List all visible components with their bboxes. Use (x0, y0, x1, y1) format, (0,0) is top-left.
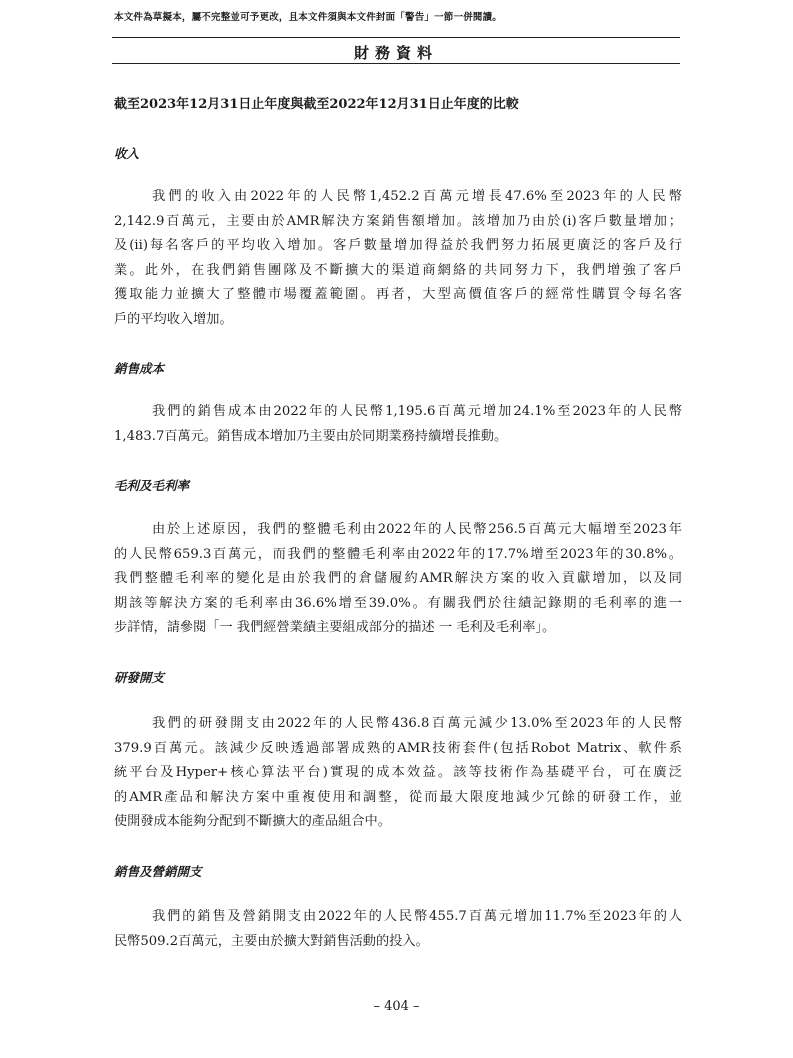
page-number: – 404 – (373, 999, 420, 1014)
gross-profit-paragraph (114, 518, 682, 641)
paragraph-line: 獲取能力並擴大了整體市場覆蓋範圍。再者，大型高價值客戶的經常性購買令每名客 (114, 287, 682, 302)
header-bottom-rule (112, 63, 680, 64)
paragraph-line: 我們的銷售成本由2022年的人民幣1,195.6百萬元增加24.1%至2023年的人民幣 (152, 404, 682, 419)
rd-expenses-paragraph (114, 712, 682, 835)
paragraph-line: 的人民幣659.3百萬元，而我們的整體毛利率由2022年的17.7%增至2023年的30.8%。 (114, 546, 682, 562)
selling-marketing-heading: 銷售及營銷開支 (114, 864, 202, 879)
paragraph-line: 步詳情，請參閱「一 我們經營業績主要組成部分的描述 一 毛利及毛利率」。 (114, 620, 556, 635)
paragraph-line: 2,142.9百萬元，主要由於AMR解決方案銷售額增加。該增加乃由於(i)客戶數量增加； (114, 213, 682, 229)
revenue-heading: 收入 (114, 146, 140, 161)
paragraph-line: 的AMR產品和解決方案中重複使用和調整，從而最大限度地減少冗餘的研發工作，並 (114, 789, 682, 805)
paragraph-line: 1,483.7百萬元。銷售成本增加乃主要由於同期業務持續增長推動。 (114, 428, 508, 444)
revenue-paragraph (114, 185, 682, 332)
rd-expenses-heading: 研發開支 (114, 670, 165, 685)
cost-of-sales-heading: 銷售成本 (114, 361, 165, 376)
gross-profit-heading: 毛利及毛利率 (114, 478, 190, 493)
draft-notice: 本文件為草擬本，屬不完整並可予更改，且本文件須與本文件封面「警告」一節一併閱讀。 (114, 12, 503, 23)
paragraph-line: 使開發成本能夠分配到不斷擴大的產品組合中。 (114, 814, 391, 829)
header-top-rule (112, 37, 680, 38)
comparison-heading: 截至2023年12月31日止年度與截至2022年12月31日止年度的比較 (114, 97, 519, 112)
paragraph-line: 我們整體毛利率的變化是由於我們的倉儲履約AMR解決方案的收入貢獻增加，以及同 (114, 571, 682, 586)
paragraph-line: 及(ii)每名客戶的平均收入增加。客戶數量增加得益於我們努力拓展更廣泛的客戶及行 (114, 238, 682, 253)
paragraph-line: 統平台及Hyper+核心算法平台)實現的成本效益。該等技術作為基礎平台，可在廣泛 (114, 765, 682, 780)
paragraph-line: 我們的研發開支由2022年的人民幣436.8百萬元減少13.0%至2023年的人民幣 (152, 716, 682, 731)
paragraph-line: 期該等解決方案的毛利率由36.6%增至39.0%。有關我們於往績記錄期的毛利率的進一 (114, 595, 682, 611)
paragraph-line: 由於上述原因，我們的整體毛利由2022年的人民幣256.5百萬元大幅增至2023年 (152, 522, 682, 537)
cost-of-sales-paragraph (114, 400, 682, 449)
paragraph-line: 業。此外，在我們銷售團隊及不斷擴大的渠道商網絡的共同努力下，我們增強了客戶 (114, 262, 682, 278)
paragraph-line: 我們的銷售及營銷開支由2022年的人民幣455.7百萬元增加11.7%至2023年的人 (152, 909, 682, 924)
paragraph-line: 我們的收入由2022年的人民幣1,452.2百萬元增長47.6%至2023年的人民幣 (152, 189, 682, 204)
paragraph-line: 戶的平均收入增加。 (114, 311, 233, 327)
paragraph-line: 民幣509.2百萬元，主要由於擴大對銷售活動的投入。 (114, 933, 429, 949)
paragraph-line: 379.9百萬元。該減少反映透過部署成熟的AMR技術套件(包括Robot Matrix、軟件系 (114, 740, 682, 756)
selling-marketing-paragraph (114, 905, 682, 954)
section-title: 財務資料 (353, 44, 438, 62)
